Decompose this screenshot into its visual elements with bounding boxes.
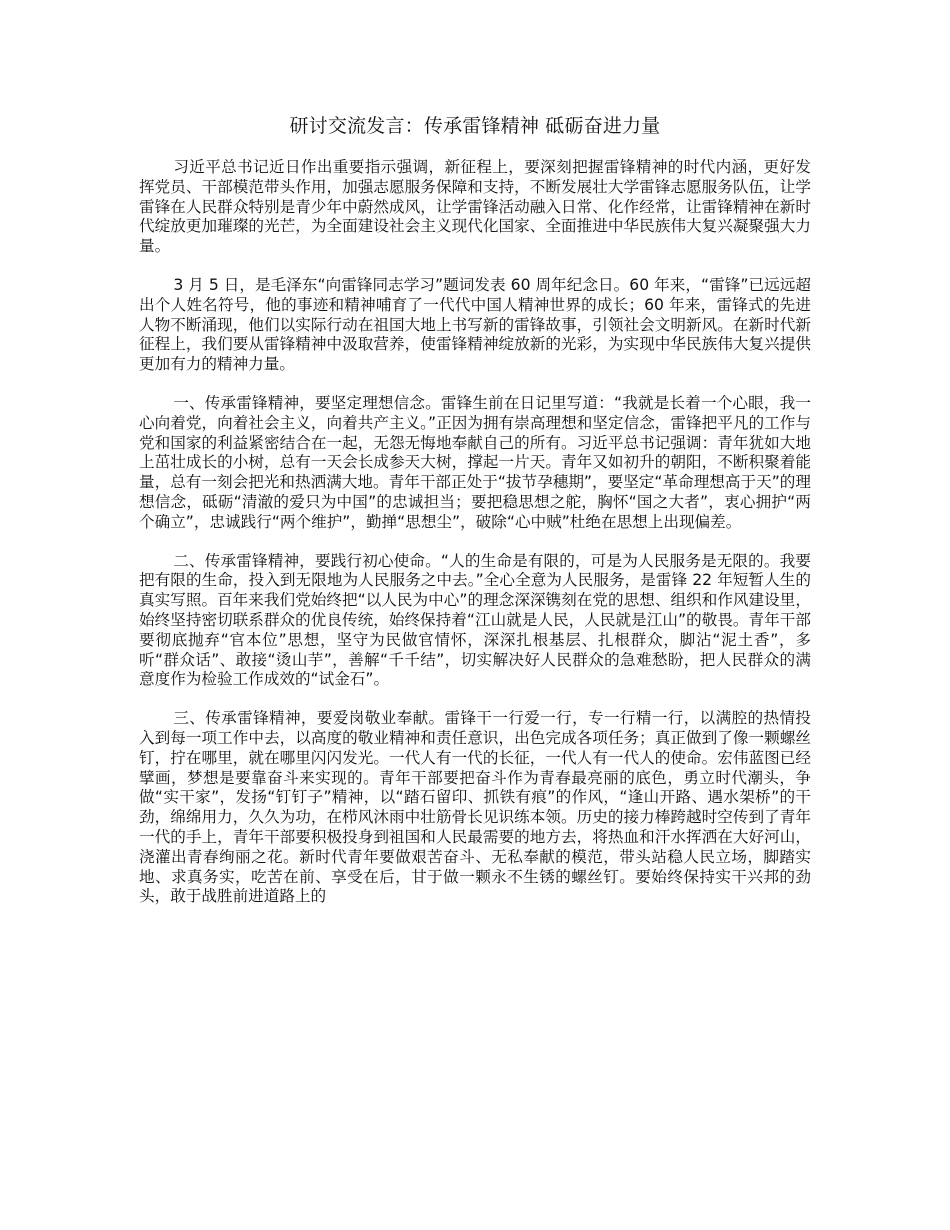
paragraph-section-three: 三、传承雷锋精神，要爱岗敬业奉献。雷锋干一行爱一行，专一行精一行，以满腔的热情投入到每一项工作中去，以高度的敬业精神和责任意识，出色完成各项任务；真正做到了像一颗螺丝钉，拧在哪里，就在哪里闪闪发光。一代人有一代的长征，一代人有一代人的使命。宏伟蓝图已经擘画，梦想是要靠奋斗来实现的。青年干部要把奋斗作为青春最亮丽的底色，勇立时代潮头，争做“实干家”，发扬“钉钉子”精神，以“踏石留印、抓铁有痕”的作风，“逢山开路、遇水架桥”的干劲，绵绵用力，久久为功，在栉风沐雨中壮筋骨长见识练本领。历史的接力棒跨越时空传到了青年一代的手上，青年干部要积极投身到祖国和人民最需要的地方去，将热血和汗水挥洒在大好河山，浇灌出青春绚丽之花。新时代青年要做艰苦奋斗、无私奉献的模范，带头站稳人民立场，脚踏实地、求真务实，吃苦在前、享受在后，甘于做一颗永不生锈的螺丝钉。要始终保持实干兴邦的劲头，敢于战胜前进道路上的 — [139, 709, 811, 906]
document-title: 研讨交流发言：传承雷锋精神 砥砺奋进力量 — [289, 115, 661, 137]
paragraph-section-two: 二、传承雷锋精神，要践行初心使命。“人的生命是有限的，可是为人民服务是无限的。我要把有限的生命，投入到无限地为人民服务之中去。”全心全意为人民服务，是雷锋 22 年短暂人生的真实写照。百年来我们党始终把“以人民为中心”的理念深深镌刻在党的思想、组织和作风建设里，始终坚持密切联系群众的优良传统，始终保持着“江山就是人民，人民就是江山”的敬畏。青年干部要彻底抛弃“官本位”思想，坚守为民做官情怀，深深扎根基层、扎根群众，脚沾“泥土香”，多听“群众话”、敢接“烫山芋”，善解“千千结”，切实解决好人民群众的急难愁盼，把人民群众的满意度作为检验工作成效的“试金石”。 — [139, 551, 811, 689]
document-page — [139, 112, 811, 926]
paragraph-intro: 习近平总书记近日作出重要指示强调，新征程上，要深刻把握雷锋精神的时代内涵，更好发挥党员、干部模范带头作用，加强志愿服务保障和支持，不断发展壮大学雷锋志愿服务队伍，让学雷锋在人民群众特别是青少年中蔚然成风，让学雷锋活动融入日常、化作经常，让雷锋精神在新时代绽放更加璀璨的光芒，为全面建设社会主义现代化国家、全面推进中华民族伟大复兴凝聚强大力量。 — [139, 158, 811, 256]
paragraph-section-one: 一、传承雷锋精神，要坚定理想信念。雷锋生前在日记里写道：“我就是长着一个心眼，我一心向着党，向着社会主义，向着共产主义。”正因为拥有崇高理想和坚定信念，雷锋把平凡的工作与党和国家的利益紧密结合在一起，无怨无悔地奉献自己的所有。习近平总书记强调：青年犹如大地上茁壮成长的小树，总有一天会长成参天大树，撑起一片天。青年又如初升的朝阳，不断积聚着能量，总有一刻会把光和热洒满大地。青年干部正处于“拔节孕穗期”，要坚定“革命理想高于天”的理想信念，砥砺“清澈的爱只为中国”的忠诚担当；要把稳思想之舵，胸怀“国之大者”，衷心拥护“两个确立”，忠诚践行“两个维护”，勤掸“思想尘”，破除“心中贼”杜绝在思想上出现偏差。 — [139, 393, 811, 531]
paragraph-anniversary: 3 月 5 日，是毛泽东“向雷锋同志学习”题词发表 60 周年纪念日。60 年来，“雷锋”已远远超出个人姓名符号，他的事迹和精神哺育了一代代中国人精神世界的成长；60 年来，雷锋式的先进人物不断涌现，他们以实际行动在祖国大地上书写新的雷锋故事，引领社会文明新风。在新时代新征程上，我们要从雷锋精神中汲取营养，使雷锋精神绽放新的光彩，为实现中华民族伟大复兴提供更加有力的精神力量。 — [139, 275, 811, 374]
